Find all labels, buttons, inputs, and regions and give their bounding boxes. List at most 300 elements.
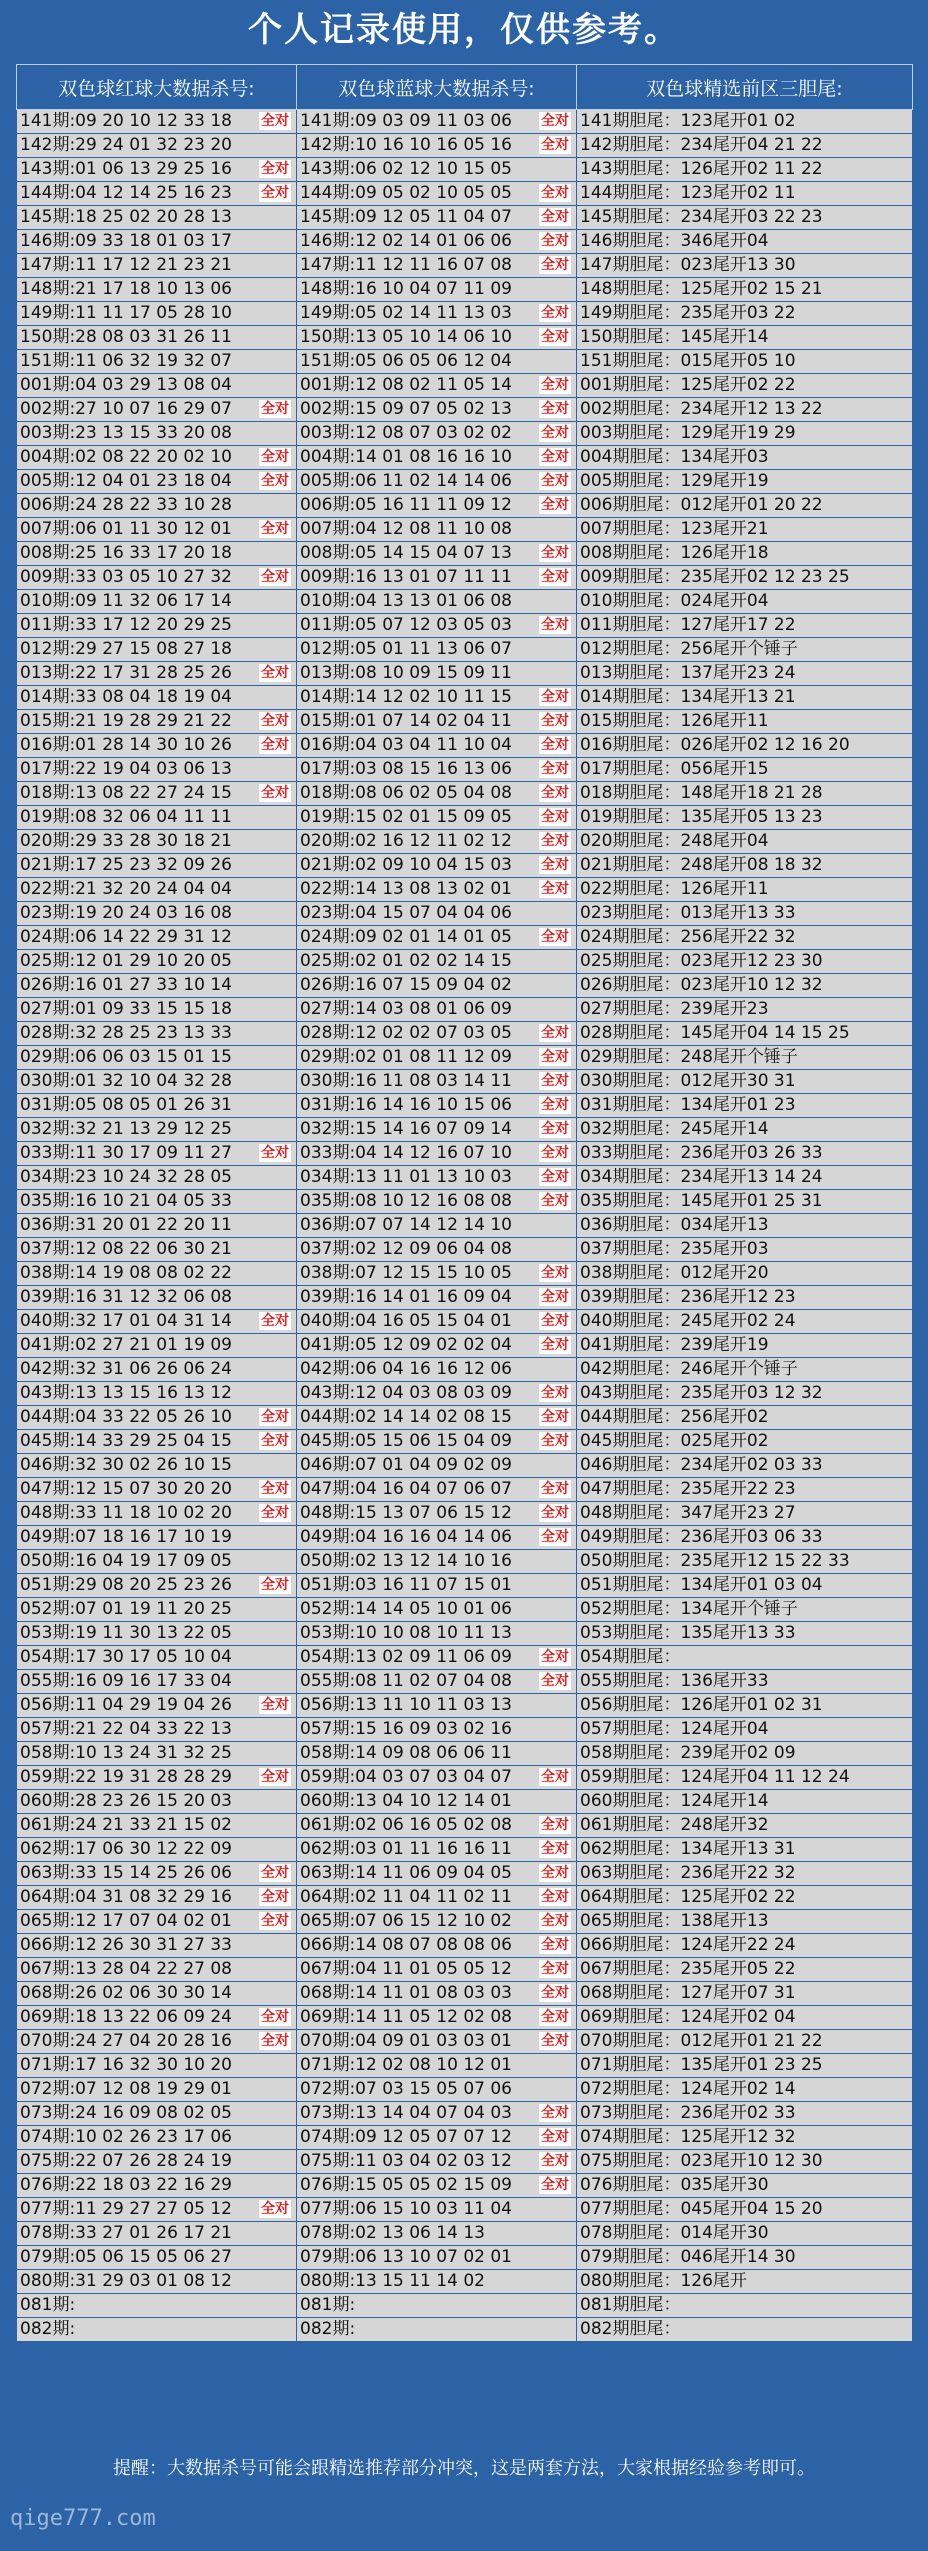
table-row — [17, 2030, 913, 2054]
hit-badge: 全对 — [541, 1289, 569, 1305]
front-tail-cell — [577, 1382, 913, 1406]
front-tail-cell — [577, 758, 913, 782]
front-tail-cell — [577, 1886, 913, 1910]
front-tail-cell — [577, 1934, 913, 1958]
table-row — [17, 1574, 913, 1598]
table-row — [17, 662, 913, 686]
blue-ball-cell-text: 142期:10 16 10 16 05 16 — [300, 135, 512, 155]
front-tail-cell — [577, 254, 913, 278]
blue-ball-cell-text: 036期:07 07 14 12 14 10 — [300, 1215, 512, 1235]
front-tail-cell — [577, 1910, 913, 1934]
red-ball-cell — [17, 1766, 297, 1790]
blue-ball-cell — [297, 1094, 577, 1118]
red-ball-cell — [17, 998, 297, 1022]
hit-badge: 全对 — [541, 425, 569, 441]
front-tail-cell-text: 067期胆尾：235尾开05 22 — [580, 1959, 796, 1979]
blue-ball-cell — [297, 1142, 577, 1166]
hit-badge: 全对 — [541, 929, 569, 945]
front-tail-cell-text: 006期胆尾：012尾开01 20 22 — [580, 495, 823, 515]
front-tail-cell-text: 007期胆尾：123尾开21 — [580, 519, 769, 539]
table-row — [17, 998, 913, 1022]
table-row — [17, 566, 913, 590]
hit-badge: 全对 — [541, 1097, 569, 1113]
table-row — [17, 1358, 913, 1382]
blue-ball-cell-text: 024期:09 02 01 14 01 05 — [300, 927, 512, 947]
front-tail-cell-text: 027期胆尾：239尾开23 — [580, 999, 769, 1019]
front-tail-cell-text: 005期胆尾：129尾开19 — [580, 471, 769, 491]
front-tail-cell-text: 014期胆尾：134尾开13 21 — [580, 687, 796, 707]
red-ball-cell — [17, 2222, 297, 2246]
hit-badge: 全对 — [541, 1025, 569, 1041]
front-tail-cell-text: 048期胆尾：347尾开23 27 — [580, 1503, 796, 1523]
table-row — [17, 638, 913, 662]
blue-ball-cell — [297, 830, 577, 854]
red-ball-cell-text: 067期:13 28 04 22 27 08 — [20, 1959, 232, 1979]
blue-ball-cell-text: 029期:02 01 08 11 12 09 — [300, 1047, 512, 1067]
blue-ball-cell-text: 002期:15 09 07 05 02 13 — [300, 399, 512, 419]
blue-ball-cell-text: 022期:14 13 08 13 02 01 — [300, 879, 512, 899]
hit-badge: 全对 — [541, 1265, 569, 1281]
blue-ball-cell — [297, 1358, 577, 1382]
table-row — [17, 1982, 913, 2006]
front-tail-cell — [577, 806, 913, 830]
front-tail-cell — [577, 830, 913, 854]
front-tail-cell-text: 147期胆尾：023尾开13 30 — [580, 255, 796, 275]
red-ball-cell-text: 147期:11 17 12 21 23 21 — [20, 255, 232, 275]
hit-badge: 全对 — [541, 809, 569, 825]
blue-ball-cell — [297, 182, 577, 206]
hit-badge: 全对 — [541, 689, 569, 705]
front-tail-cell — [577, 206, 913, 230]
blue-ball-cell-text: 013期:08 10 09 15 09 11 — [300, 663, 512, 683]
front-tail-cell-text: 010期胆尾：024尾开04 — [580, 591, 769, 611]
red-ball-cell — [17, 1838, 297, 1862]
blue-ball-cell-text: 047期:04 16 04 07 06 07 — [300, 1479, 512, 1499]
hit-badge: 全对 — [261, 1865, 289, 1881]
front-tail-cell — [577, 2126, 913, 2150]
table-row — [17, 1214, 913, 1238]
blue-ball-cell-text: 075期:11 03 04 02 03 12 — [300, 2151, 512, 2171]
front-tail-cell-text: 011期胆尾：127尾开17 22 — [580, 615, 796, 635]
front-tail-cell — [577, 1502, 913, 1526]
table-row — [17, 1478, 913, 1502]
front-tail-cell — [577, 1550, 913, 1574]
red-ball-cell-text: 080期:31 29 03 01 08 12 — [20, 2271, 232, 2291]
red-ball-cell — [17, 2078, 297, 2102]
red-ball-cell-text: 051期:29 08 20 25 23 26 — [20, 1575, 232, 1595]
front-tail-cell — [577, 710, 913, 734]
red-ball-cell — [17, 1382, 297, 1406]
red-ball-cell-text: 077期:11 29 27 27 05 12 — [20, 2199, 232, 2219]
front-tail-cell — [577, 974, 913, 998]
front-tail-cell-text: 041期胆尾：239尾开19 — [580, 1335, 769, 1355]
red-ball-cell — [17, 1526, 297, 1550]
table-row — [17, 1694, 913, 1718]
red-ball-cell-text: 074期:10 02 26 23 17 06 — [20, 2127, 232, 2147]
red-ball-cell — [17, 830, 297, 854]
red-ball-cell-text: 049期:07 18 16 17 10 19 — [20, 1527, 232, 1547]
table-row — [17, 1862, 913, 1886]
red-ball-cell-text: 013期:22 17 31 28 25 26 — [20, 663, 232, 683]
front-tail-cell-text: 144期胆尾：123尾开02 11 — [580, 183, 796, 203]
blue-ball-cell-text: 008期:05 14 15 04 07 13 — [300, 543, 512, 563]
red-ball-cell — [17, 1670, 297, 1694]
hit-badge: 全对 — [541, 1385, 569, 1401]
red-ball-cell-text: 052期:07 01 19 11 20 25 — [20, 1599, 232, 1619]
hit-badge: 全对 — [261, 1769, 289, 1785]
table-row — [17, 2222, 913, 2246]
front-tail-cell-text: 072期胆尾：124尾开02 14 — [580, 2079, 796, 2099]
hit-badge: 全对 — [541, 1049, 569, 1065]
red-ball-cell — [17, 1502, 297, 1526]
blue-ball-cell — [297, 614, 577, 638]
blue-ball-cell-text: 040期:04 16 05 15 04 01 — [300, 1311, 512, 1331]
table-row — [17, 134, 913, 158]
hit-badge: 全对 — [541, 1529, 569, 1545]
table-row — [17, 1238, 913, 1262]
blue-ball-cell — [297, 446, 577, 470]
red-ball-cell-text: 031期:05 08 05 01 26 31 — [20, 1095, 232, 1115]
red-ball-cell-text: 008期:25 16 33 17 20 18 — [20, 543, 232, 563]
hit-badge: 全对 — [261, 185, 289, 201]
blue-ball-cell — [297, 806, 577, 830]
blue-ball-cell — [297, 2054, 577, 2078]
front-tail-cell-text: 012期胆尾：256尾开个锤子 — [580, 639, 798, 659]
front-tail-cell-text: 003期胆尾：129尾开19 29 — [580, 423, 796, 443]
hit-badge: 全对 — [541, 569, 569, 585]
blue-ball-cell-text: 056期:13 11 10 11 03 13 — [300, 1695, 512, 1715]
hit-badge: 全对 — [541, 233, 569, 249]
front-tail-cell — [577, 1094, 913, 1118]
hit-badge: 全对 — [261, 1889, 289, 1905]
front-tail-cell-text: 142期胆尾：234尾开04 21 22 — [580, 135, 823, 155]
hit-badge: 全对 — [541, 257, 569, 273]
front-tail-cell-text: 073期胆尾：236尾开02 33 — [580, 2103, 796, 2123]
table-row — [17, 2318, 913, 2342]
red-ball-cell — [17, 1334, 297, 1358]
red-ball-cell-text: 146期:09 33 18 01 03 17 — [20, 231, 232, 251]
front-tail-cell — [577, 1526, 913, 1550]
blue-ball-cell-text: 066期:14 08 07 08 08 06 — [300, 1935, 512, 1955]
blue-ball-cell — [297, 902, 577, 926]
red-ball-cell-text: 141期:09 20 10 12 33 18 — [20, 111, 232, 131]
hit-badge: 全对 — [261, 521, 289, 537]
front-tail-cell — [577, 1574, 913, 1598]
front-tail-cell — [577, 1814, 913, 1838]
front-tail-cell-text: 075期胆尾：023尾开10 12 30 — [580, 2151, 823, 2171]
blue-ball-cell — [297, 1262, 577, 1286]
red-ball-cell — [17, 2174, 297, 2198]
red-ball-cell-text: 037期:12 08 22 06 30 21 — [20, 1239, 232, 1259]
hit-badge: 全对 — [541, 713, 569, 729]
front-tail-cell-text: 076期胆尾：035尾开30 — [580, 2175, 769, 2195]
front-tail-cell — [577, 470, 913, 494]
blue-ball-cell — [297, 2150, 577, 2174]
front-tail-cell-text: 081期胆尾： — [580, 2295, 681, 2315]
red-ball-cell-text: 006期:24 28 22 33 10 28 — [20, 495, 232, 515]
red-ball-cell — [17, 1454, 297, 1478]
front-tail-cell — [577, 1406, 913, 1430]
hit-badge: 全对 — [541, 1817, 569, 1833]
hit-badge: 全对 — [541, 1073, 569, 1089]
red-ball-cell — [17, 374, 297, 398]
blue-ball-cell — [297, 1550, 577, 1574]
red-ball-cell-text: 055期:16 09 16 17 33 04 — [20, 1671, 232, 1691]
header-blue-ball: 双色球蓝球大数据杀号: — [297, 65, 577, 110]
blue-ball-cell — [297, 2006, 577, 2030]
red-ball-cell — [17, 638, 297, 662]
front-tail-cell-text: 015期胆尾：126尾开11 — [580, 711, 769, 731]
table-row — [17, 254, 913, 278]
front-tail-cell — [577, 230, 913, 254]
front-tail-cell-text: 031期胆尾：134尾开01 23 — [580, 1095, 796, 1115]
blue-ball-cell — [297, 2174, 577, 2198]
hit-badge: 全对 — [541, 1433, 569, 1449]
red-ball-cell-text: 059期:22 19 31 28 28 29 — [20, 1767, 232, 1787]
hit-badge: 全对 — [541, 1769, 569, 1785]
hit-badge: 全对 — [541, 2129, 569, 2145]
front-tail-cell — [577, 590, 913, 614]
table-row — [17, 158, 913, 182]
blue-ball-cell-text: 067期:04 11 01 05 05 12 — [300, 1959, 512, 1979]
blue-ball-cell — [297, 950, 577, 974]
blue-ball-cell — [297, 2246, 577, 2270]
red-ball-cell-text: 011期:33 17 12 20 29 25 — [20, 615, 232, 635]
red-ball-cell-text: 007期:06 01 11 30 12 01 — [20, 519, 232, 539]
table-row — [17, 278, 913, 302]
red-ball-cell — [17, 1142, 297, 1166]
blue-ball-cell — [297, 494, 577, 518]
red-ball-cell-text: 142期:29 24 01 32 23 20 — [20, 135, 232, 155]
red-ball-cell — [17, 1262, 297, 1286]
blue-ball-cell-text: 049期:04 16 16 04 14 06 — [300, 1527, 512, 1547]
blue-ball-cell-text: 051期:03 16 11 07 15 01 — [300, 1575, 512, 1595]
red-ball-cell — [17, 1358, 297, 1382]
blue-ball-cell-text: 050期:02 13 12 14 10 16 — [300, 1551, 512, 1571]
hit-badge: 全对 — [541, 1169, 569, 1185]
front-tail-cell — [577, 446, 913, 470]
blue-ball-cell-text: 005期:06 11 02 14 14 06 — [300, 471, 512, 491]
hit-badge: 全对 — [541, 1961, 569, 1977]
red-ball-cell-text: 004期:02 08 22 20 02 10 — [20, 447, 232, 467]
red-ball-cell-text: 069期:18 13 22 06 09 24 — [20, 2007, 232, 2027]
blue-ball-cell-text: 039期:16 14 01 16 09 04 — [300, 1287, 512, 1307]
red-ball-cell-text: 063期:33 15 14 25 26 06 — [20, 1863, 232, 1883]
front-tail-cell-text: 038期胆尾：012尾开20 — [580, 1263, 769, 1283]
blue-ball-cell — [297, 758, 577, 782]
hit-badge: 全对 — [541, 305, 569, 321]
hit-badge: 全对 — [541, 1313, 569, 1329]
blue-ball-cell — [297, 1718, 577, 1742]
hit-badge: 全对 — [261, 1433, 289, 1449]
blue-ball-cell-text: 052期:14 14 05 10 01 06 — [300, 1599, 512, 1619]
red-ball-cell-text: 033期:11 30 17 09 11 27 — [20, 1143, 232, 1163]
red-ball-cell-text: 145期:18 25 02 20 28 13 — [20, 207, 232, 227]
table-row — [17, 2102, 913, 2126]
red-ball-cell-text: 144期:04 12 14 25 16 23 — [20, 183, 232, 203]
blue-ball-cell-text: 041期:05 12 09 02 02 04 — [300, 1335, 512, 1355]
blue-ball-cell — [297, 1070, 577, 1094]
hit-badge: 全对 — [261, 1697, 289, 1713]
red-ball-cell — [17, 950, 297, 974]
front-tail-cell — [577, 2006, 913, 2030]
blue-ball-cell-text: 145期:09 12 05 11 04 07 — [300, 207, 512, 227]
blue-ball-cell — [297, 686, 577, 710]
red-ball-cell — [17, 1406, 297, 1430]
blue-ball-cell — [297, 1622, 577, 1646]
blue-ball-cell-text: 034期:13 11 01 13 10 03 — [300, 1167, 512, 1187]
front-tail-cell-text: 149期胆尾：235尾开03 22 — [580, 303, 796, 323]
hit-badge: 全对 — [541, 785, 569, 801]
red-ball-cell — [17, 206, 297, 230]
front-tail-cell — [577, 374, 913, 398]
blue-ball-cell — [297, 1022, 577, 1046]
front-tail-cell-text: 062期胆尾：134尾开13 31 — [580, 1839, 796, 1859]
table-row — [17, 1598, 913, 1622]
blue-ball-cell — [297, 422, 577, 446]
red-ball-cell — [17, 1478, 297, 1502]
red-ball-cell — [17, 1166, 297, 1190]
blue-ball-cell — [297, 1214, 577, 1238]
red-ball-cell-text: 057期:21 22 04 33 22 13 — [20, 1719, 232, 1739]
hit-badge: 全对 — [541, 761, 569, 777]
blue-ball-cell — [297, 2294, 577, 2318]
hit-badge: 全对 — [541, 1937, 569, 1953]
red-ball-cell — [17, 854, 297, 878]
red-ball-cell — [17, 2318, 297, 2342]
blue-ball-cell — [297, 878, 577, 902]
front-tail-cell — [577, 542, 913, 566]
red-ball-cell-text: 046期:32 30 02 26 10 15 — [20, 1455, 232, 1475]
blue-ball-cell — [297, 1190, 577, 1214]
hit-badge: 全对 — [261, 1409, 289, 1425]
table-row — [17, 1910, 913, 1934]
hit-badge: 全对 — [261, 2009, 289, 2025]
table-row — [17, 1166, 913, 1190]
red-ball-cell-text: 071期:17 16 32 30 10 20 — [20, 2055, 232, 2075]
blue-ball-cell — [297, 1502, 577, 1526]
table-row — [17, 398, 913, 422]
red-ball-cell — [17, 302, 297, 326]
front-tail-cell-text: 055期胆尾：136尾开33 — [580, 1671, 769, 1691]
front-tail-cell-text: 032期胆尾：245尾开14 — [580, 1119, 769, 1139]
blue-ball-cell — [297, 350, 577, 374]
page-title: 个人记录使用，仅供参考。 — [248, 10, 680, 50]
front-tail-cell — [577, 1982, 913, 2006]
red-ball-cell — [17, 710, 297, 734]
front-tail-cell — [577, 134, 913, 158]
front-tail-cell-text: 046期胆尾：234尾开02 03 33 — [580, 1455, 823, 1475]
table-row — [17, 1958, 913, 1982]
hit-badge: 全对 — [261, 2033, 289, 2049]
blue-ball-cell-text: 030期:16 11 08 03 14 11 — [300, 1071, 512, 1091]
table-row — [17, 782, 913, 806]
red-ball-cell-text: 048期:33 11 18 10 02 20 — [20, 1503, 232, 1523]
front-tail-cell-text: 040期胆尾：245尾开02 24 — [580, 1311, 796, 1331]
hit-badge: 全对 — [261, 473, 289, 489]
table-row — [17, 1406, 913, 1430]
front-tail-cell — [577, 1070, 913, 1094]
red-ball-cell — [17, 1790, 297, 1814]
front-tail-cell — [577, 2174, 913, 2198]
front-tail-cell-text: 021期胆尾：248尾开08 18 32 — [580, 855, 823, 875]
table-row — [17, 2198, 913, 2222]
front-tail-cell — [577, 494, 913, 518]
front-tail-cell — [577, 614, 913, 638]
red-ball-cell — [17, 1046, 297, 1070]
front-tail-cell — [577, 1310, 913, 1334]
table-row — [17, 1838, 913, 1862]
front-tail-cell — [577, 398, 913, 422]
blue-ball-cell-text: 027期:14 03 08 01 06 09 — [300, 999, 512, 1019]
table-row — [17, 1622, 913, 1646]
red-ball-cell-text: 043期:13 13 15 16 13 12 — [20, 1383, 232, 1403]
front-tail-cell-text: 029期胆尾：248尾开个锤子 — [580, 1047, 798, 1067]
red-ball-cell-text: 050期:16 04 19 17 09 05 — [20, 1551, 232, 1571]
blue-ball-cell-text: 028期:12 02 02 07 03 05 — [300, 1023, 512, 1043]
red-ball-cell — [17, 590, 297, 614]
red-ball-cell-text: 010期:09 11 32 06 17 14 — [20, 591, 232, 611]
blue-ball-cell — [297, 1166, 577, 1190]
red-ball-cell-text: 023期:19 20 24 03 16 08 — [20, 903, 232, 923]
red-ball-cell — [17, 278, 297, 302]
blue-ball-cell-text: 151期:05 06 05 06 12 04 — [300, 351, 512, 371]
red-ball-cell-text: 079期:05 06 15 05 06 27 — [20, 2247, 232, 2267]
red-ball-cell — [17, 782, 297, 806]
front-tail-cell-text: 036期胆尾：034尾开13 — [580, 1215, 769, 1235]
table-row — [17, 710, 913, 734]
hit-badge: 全对 — [261, 113, 289, 129]
front-tail-cell — [577, 998, 913, 1022]
front-tail-cell-text: 044期胆尾：256尾开02 — [580, 1407, 769, 1427]
table-row — [17, 2078, 913, 2102]
red-ball-cell — [17, 758, 297, 782]
blue-ball-cell — [297, 1526, 577, 1550]
blue-ball-cell — [297, 1646, 577, 1670]
blue-ball-cell-text: 053期:10 10 08 10 11 13 — [300, 1623, 512, 1643]
blue-ball-cell-text: 061期:02 06 16 05 02 08 — [300, 1815, 512, 1835]
hit-badge: 全对 — [261, 1577, 289, 1593]
blue-ball-cell — [297, 854, 577, 878]
table-row — [17, 1742, 913, 1766]
blue-ball-cell-text: 011期:05 07 12 03 05 03 — [300, 615, 512, 635]
front-tail-cell-text: 001期胆尾：125尾开02 22 — [580, 375, 796, 395]
hit-badge: 全对 — [541, 1505, 569, 1521]
front-tail-cell-text: 065期胆尾：138尾开13 — [580, 1911, 769, 1931]
red-ball-cell-text: 151期:11 06 32 19 32 07 — [20, 351, 232, 371]
red-ball-cell — [17, 902, 297, 926]
red-ball-cell-text: 042期:32 31 06 26 06 24 — [20, 1359, 232, 1379]
red-ball-cell-text: 081期: — [20, 2295, 76, 2315]
blue-ball-cell — [297, 110, 577, 134]
hit-badge: 全对 — [261, 1145, 289, 1161]
blue-ball-cell-text: 001期:12 08 02 11 05 14 — [300, 375, 512, 395]
front-tail-cell-text: 074期胆尾：125尾开12 32 — [580, 2127, 796, 2147]
red-ball-cell — [17, 2270, 297, 2294]
blue-ball-cell — [297, 1742, 577, 1766]
red-ball-cell — [17, 2030, 297, 2054]
red-ball-cell — [17, 1118, 297, 1142]
front-tail-cell-text: 146期胆尾：346尾开04 — [580, 231, 769, 251]
hit-badge: 全对 — [541, 881, 569, 897]
header-row — [17, 65, 913, 110]
blue-ball-cell-text: 054期:13 02 09 11 06 09 — [300, 1647, 512, 1667]
red-ball-cell-text: 040期:32 17 01 04 31 14 — [20, 1311, 232, 1331]
red-ball-cell-text: 066期:12 26 30 31 27 33 — [20, 1935, 232, 1955]
red-ball-cell — [17, 2102, 297, 2126]
red-ball-cell-text: 021期:17 25 23 32 09 26 — [20, 855, 232, 875]
front-tail-cell — [577, 1646, 913, 1670]
